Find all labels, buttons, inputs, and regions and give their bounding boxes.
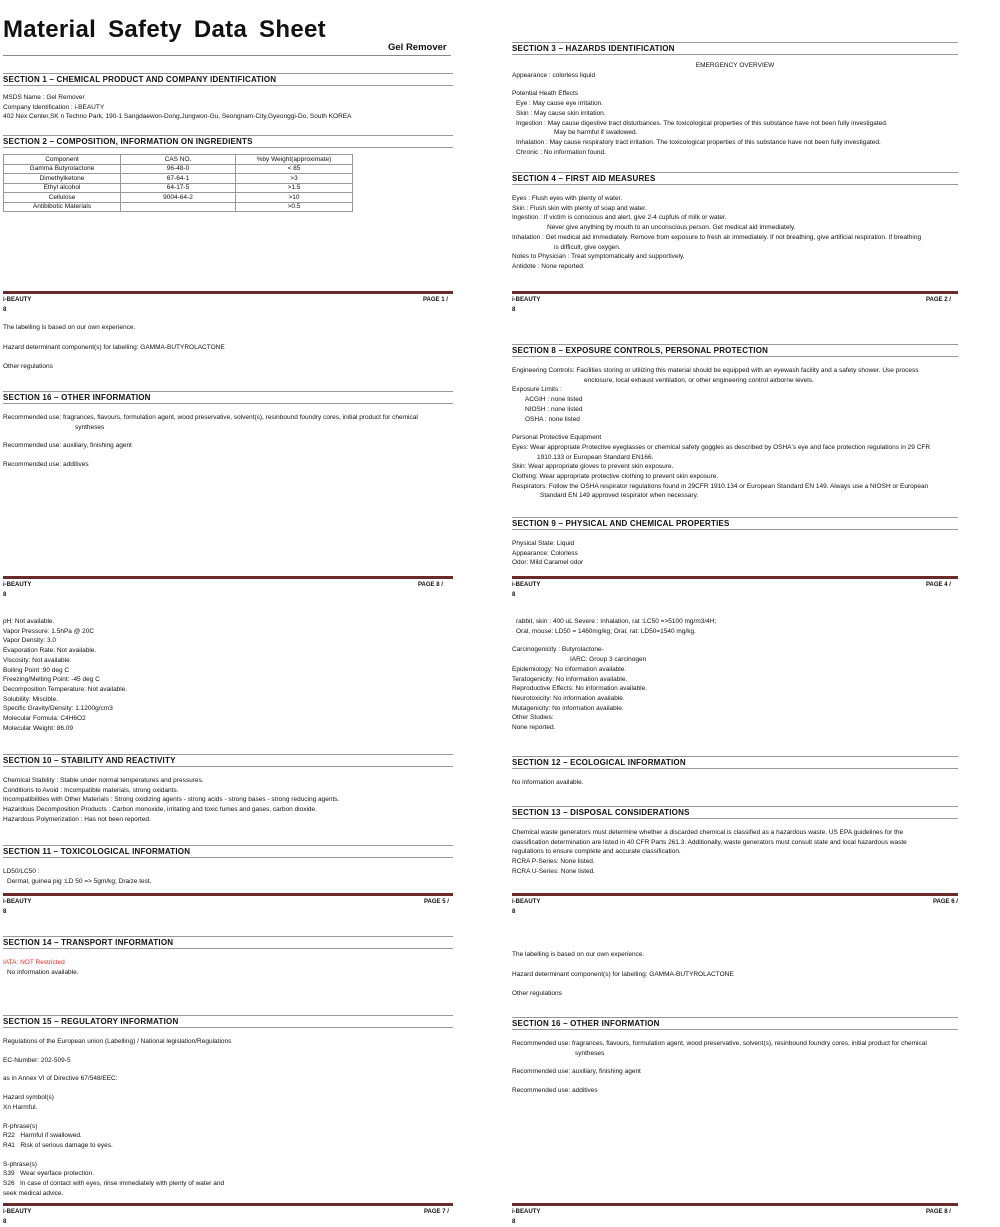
- exposure-limits: Exposure Limits :: [512, 386, 562, 394]
- ingestion: Ingestion : If victim is conscious and alert, give 2-4 cupfuls of milk or water.: [512, 214, 727, 222]
- recommended-use-3: Recommended use: additives: [3, 461, 89, 469]
- table-cell: >10: [236, 193, 353, 203]
- page-footer-2: [512, 291, 958, 315]
- r22: R22 Harmful if swallowed.: [3, 1132, 82, 1140]
- table-cell: Dimethylketone: [4, 174, 121, 184]
- s39: S39 Wear eye/face protection.: [3, 1170, 94, 1178]
- table-header: %by Weight(approximate): [236, 155, 353, 165]
- section-10-heading: SECTION 10 – STABILITY AND REACTIVITY: [3, 754, 453, 767]
- footer-brand: i-BEAUTY: [512, 1209, 541, 1215]
- footer-rule: [512, 893, 958, 896]
- ld50-label: LD50/LC50 :: [3, 868, 40, 875]
- engineering-controls-cont: enclosure, local exhaust ventilation, or other engineering control airborne levels.: [584, 376, 814, 384]
- section-16-body: [512, 1039, 958, 1096]
- section-10-body: [3, 776, 453, 825]
- section-16-left: [3, 391, 453, 470]
- property-line: Solubility: Miscible.: [3, 695, 58, 703]
- footer-rule: [512, 1203, 958, 1206]
- table-row: [4, 183, 353, 193]
- stability-line: Hazardous Decomposition Products : Carbon monoxide, irritating and toxic fumes and gases, carbon dioxide.: [3, 806, 317, 814]
- section-9-heading: SECTION 9 – PHYSICAL AND CHEMICAL PROPERTIES: [512, 517, 958, 530]
- recommended-use-1-cont: syntheses: [75, 423, 105, 431]
- footer-page: PAGE 2 /: [926, 297, 951, 303]
- footer-brand: i-BEAUTY: [3, 1209, 32, 1215]
- footer-total: 8: [3, 592, 7, 598]
- regulatory-notes-body: [3, 323, 453, 372]
- emergency-overview: EMERGENCY OVERVIEW: [695, 62, 775, 69]
- recommended-use-1: Recommended use: fragrances, flavours, formulation agent, wood preservative, solvent(s), resinbound foundry cores, initial product for chemical: [512, 1040, 927, 1047]
- section-16-right: [512, 1017, 958, 1096]
- footer-page: PAGE 6 /: [933, 899, 958, 905]
- hazard-symbols: Hazard symbol(s): [3, 1094, 54, 1102]
- tox-line: Other Studies:: [512, 714, 554, 722]
- property-line: Molecular Formula: C4H6O2: [3, 715, 86, 723]
- section-4-body: [512, 194, 958, 272]
- section-3-heading: SECTION 3 – HAZARDS IDENTIFICATION: [512, 42, 958, 55]
- table-cell: Cellulose: [4, 193, 121, 203]
- hazard-note: Hazard determinant component(s) for labelling: GAMMA-BUTYROLACTONE: [3, 343, 225, 351]
- ecological-info: No information available.: [512, 779, 584, 786]
- footer-rule: [3, 576, 453, 579]
- s-phrases: S-phrase(s): [3, 1160, 37, 1168]
- footer-total: 8: [3, 307, 7, 313]
- page-footer-1: [3, 291, 453, 315]
- stability-line: Incompatibilities with Other Materials : Strong oxidizing agents - strong acids - strong bases - strong reducing agents.: [3, 796, 340, 804]
- table-cell: 64-17-5: [121, 183, 236, 193]
- table-header-row: [4, 155, 353, 165]
- r41: R41 Risk of serious damage to eyes.: [3, 1141, 113, 1149]
- footer-brand: i-BEAUTY: [3, 899, 32, 905]
- table-row: [4, 202, 353, 212]
- footer-page: PAGE 5 /: [424, 899, 449, 905]
- composition-table: [3, 154, 353, 212]
- disposal-line: Chemical waste generators must determine whether a discarded chemical is classified as a hazardous waste. US EPA guidelines for the: [512, 829, 904, 836]
- disposal-line: regulations to ensure complete and accurate classification.: [512, 848, 681, 856]
- toxicology-body: [512, 617, 958, 733]
- footer-total: 8: [512, 307, 516, 313]
- footer-brand: i-BEAUTY: [512, 899, 541, 905]
- regulatory-notes-2-body: [512, 950, 958, 999]
- section-2-heading: SECTION 2 – COMPOSITION, INFORMATION ON INGREDIENTS: [3, 135, 453, 148]
- footer-page: PAGE 1 /: [423, 297, 448, 303]
- table-cell: 67-64-1: [121, 174, 236, 184]
- footer-total: 8: [512, 592, 516, 598]
- tox-line: Mutagenicity: No information available.: [512, 704, 624, 712]
- section-1: [3, 73, 453, 122]
- ppe: Personal Protective Equipment: [512, 434, 602, 442]
- table-row: [4, 174, 353, 184]
- property-line: Decomposition Temperature: Not available.: [3, 685, 128, 693]
- table-header: CAS NO.: [121, 155, 236, 165]
- section-8-body: [512, 366, 958, 501]
- footer-rule: [512, 576, 958, 579]
- niosh: NIOSH : none listed: [525, 405, 583, 413]
- table-cell: Gamma Butyrolactone: [4, 164, 121, 174]
- ppe-respirators-cont: Standard EN 149 approved respirator when necessary.: [540, 492, 699, 500]
- section-14-body: [3, 958, 453, 977]
- table-cell: 96-48-0: [121, 164, 236, 174]
- footer-page: PAGE 7 /: [424, 1209, 449, 1215]
- appearance: Appearance : colorless liquid: [512, 71, 596, 79]
- table-row: [4, 164, 353, 174]
- chronic: Chronic : No information found.: [516, 148, 606, 156]
- table-cell: [121, 202, 236, 212]
- section-11-body: [3, 867, 453, 886]
- section-11: [3, 845, 453, 886]
- footer-rule: [512, 291, 958, 294]
- section-2: [3, 135, 453, 212]
- table-cell: < 85: [236, 164, 353, 174]
- page-footer-5: [3, 893, 453, 917]
- section-8-heading: SECTION 8 – EXPOSURE CONTROLS, PERSONAL PROTECTION: [512, 344, 958, 357]
- disposal-line: classification determination are listed in 40 CFR Parts 261.3. Additionally, waste generators must consult state and local hazardous waste: [512, 838, 907, 846]
- dermal: Dermal, guinea pig :LD 50 => 5gm/kg; Draize test,: [7, 877, 152, 885]
- property-line: Viscosity: Not available.: [3, 656, 72, 664]
- property-line: Vapor Pressure: 1.5hPa @ 20C: [3, 627, 95, 635]
- oral: Oral, mouse: LD50 = 1460mg/kg; Oral, rat: LD50=1540 mg/kg.: [516, 627, 696, 635]
- carcinogenicity: Carcinogenicity : Butyrolactone-: [512, 646, 604, 654]
- section-8: [512, 344, 958, 501]
- property-line: pH: Not available.: [3, 618, 55, 625]
- annex: as in Annex VI of Directive 67/548/EEC:: [3, 1075, 118, 1083]
- stability-line: Conditions to Avoid : Incompatible materials, strong oxidants.: [3, 786, 179, 794]
- table-cell: >1.5: [236, 183, 353, 193]
- recommended-use-1: Recommended use: fragrances, flavours, formulation agent, wood preservative, solvent(s), resinbound foundry cores, initial product for chemical: [3, 414, 418, 421]
- table-cell: Antibibotic Materials: [4, 202, 121, 212]
- engineering-controls: Engineering Controls: Facilities storing or utilizing this material should be equipped with an eyewash facility and a safety shower. Use process: [512, 367, 919, 374]
- ppe-eyes: Eyes: Wear appropriate Protective eyeglasses or chemical safety goggles as described by OSHA's eye and face protection regulations in 29 CFR: [512, 443, 931, 451]
- ingestion: Ingestion : May cause digestive tract disturbances. The toxicological properties of this substance have not been fully investigated.: [516, 119, 888, 127]
- page-footer-7: [3, 1203, 453, 1227]
- section-12-heading: SECTION 12 – ECOLOGICAL INFORMATION: [512, 756, 958, 769]
- property-line: Molecular Weight: 86.09: [3, 724, 73, 732]
- table-header: Component: [4, 155, 121, 165]
- eu-regulations: Regulations of the European union (Labelling) / National legislation/Regulations: [3, 1038, 232, 1045]
- section-16-heading: SECTION 16 – OTHER INFORMATION: [512, 1017, 958, 1030]
- section-13-heading: SECTION 13 – DISPOSAL CONSIDERATIONS: [512, 806, 958, 819]
- acgih: ACGIH : none listed: [525, 396, 583, 404]
- recommended-use-2: Recommended use: auxiliary, finishing agent: [3, 442, 132, 450]
- footer-brand: i-BEAUTY: [3, 297, 32, 303]
- skin: Skin : Flush skin with plenty of soap and water.: [512, 204, 647, 212]
- hazard-note: Hazard determinant component(s) for labelling: GAMMA-BUTYROLACTONE: [512, 970, 734, 978]
- osha: OSHA : none listed: [525, 415, 580, 423]
- r-phrases: R-phrase(s): [3, 1122, 38, 1130]
- table-cell: >0.5: [236, 202, 353, 212]
- document-title: Material Safety Data Sheet: [3, 16, 326, 43]
- page-footer-6: [512, 893, 958, 917]
- section-10: [3, 754, 453, 825]
- s26: S26 In case of contact with eyes, rinse immediately with plenty of water and: [3, 1180, 225, 1188]
- section-1-body: [3, 93, 453, 122]
- ec-number: EC-Number: 202-509-5: [3, 1056, 71, 1064]
- xn-harmful: Xn Harmful.: [3, 1103, 38, 1111]
- tox-line: None reported.: [512, 724, 556, 732]
- tox-line: Neurotoxicity: No information available.: [512, 694, 625, 702]
- company-address: 402 Nex Center,SK n Techno Park, 190-1 Sangdaewon-Dong,Jungwon-Gu, Seongnam-City,Gyeonggi-Do, South KOREA: [3, 113, 352, 121]
- tox-line: Teratogenicity: No information available.: [512, 675, 628, 683]
- iarc: IARC: Group 3 carcinogen: [570, 656, 647, 664]
- stability-line: Hazardous Polymerization : Has not been reported.: [3, 815, 151, 823]
- section-4: [512, 172, 958, 272]
- table-cell: >3: [236, 174, 353, 184]
- ppe-clothing: Clothing: Wear appropriate protective clothing to prevent skin exposure.: [512, 473, 719, 481]
- section-16-heading: SECTION 16 – OTHER INFORMATION: [3, 391, 453, 404]
- inhalation: Inhalation : May cause respiratory tract irritation. The toxicological properties of this substance have not been fully investigated.: [516, 138, 881, 146]
- section-15: [3, 1015, 453, 1198]
- recommended-use-2: Recommended use: auxiliary, finishing agent: [512, 1068, 641, 1076]
- section-11-heading: SECTION 11 – TOXICOLOGICAL INFORMATION: [3, 845, 453, 858]
- recommended-use-1-cont: syntheses: [575, 1049, 605, 1057]
- section-12: [512, 756, 958, 788]
- table-cell: 9004-64-2: [121, 193, 236, 203]
- footer-brand: i-BEAUTY: [512, 297, 541, 303]
- table-row: [4, 193, 353, 203]
- section-3-body: [512, 61, 958, 157]
- labelling-note: The labelling is based on our own experience.: [3, 324, 136, 331]
- regulatory-notes-2: [512, 950, 958, 999]
- transport-info: No information available.: [7, 968, 79, 976]
- section-14-heading: SECTION 14 – TRANSPORT INFORMATION: [3, 936, 453, 949]
- inhalation: Inhalation : Get medical aid immediately. Remove from exposure to fresh air immediately. If not breathing, give artificial respiration. If breathing: [512, 233, 922, 241]
- footer-total: 8: [512, 1219, 516, 1225]
- footer-total: 8: [512, 909, 516, 915]
- footer-brand: i-BEAUTY: [512, 582, 541, 588]
- footer-rule: [3, 291, 453, 294]
- effects-title: Potential Heath Effects: [512, 90, 579, 98]
- footer-rule: [3, 893, 453, 896]
- section-9-body: [512, 539, 958, 568]
- s26-cont: seek medical advice.: [3, 1189, 64, 1197]
- notes: Notes to Physician : Treat symptomatically and supportively.: [512, 253, 685, 261]
- footer-rule: [3, 1203, 453, 1206]
- section-4-heading: SECTION 4 – FIRST AID MEASURES: [512, 172, 958, 185]
- labelling-note: The labelling is based on our own experience.: [512, 951, 645, 958]
- property-line: Boiling Point :90 deg C: [3, 666, 70, 674]
- property-line: Specific Gravity/Density: 1.1200g/cm3: [3, 705, 113, 713]
- ingestion-cont: May be harmful if swallowed.: [554, 129, 638, 137]
- eye: Eye : May cause eye irritation.: [516, 100, 604, 108]
- product-name: Gel Remover: [388, 42, 447, 53]
- odor: Odor: Mild Caramel odor: [512, 559, 584, 567]
- disposal-line: RCRA U-Series: None listed.: [512, 867, 596, 875]
- footer-brand: i-BEAUTY: [3, 582, 32, 588]
- tox-line: Reproductive Effects: No information available.: [512, 685, 648, 693]
- antidote: Antidote : None reported.: [512, 262, 585, 270]
- title-rule: [3, 55, 451, 56]
- footer-page: PAGE 8 /: [926, 1209, 951, 1215]
- ingestion-cont: Never give anything by mouth to an unconscious person. Get medical aid immediately.: [547, 224, 796, 232]
- footer-total: 8: [3, 909, 7, 915]
- toxicology-continued: [512, 617, 958, 733]
- section-9: [512, 517, 958, 568]
- footer-page: PAGE 4 /: [926, 582, 951, 588]
- property-line: Freezing/Melting Point: -45 deg C: [3, 676, 100, 684]
- company-id: Company Identification : i-BEAUTY: [3, 103, 105, 111]
- appearance: Appearance: Colorless: [512, 549, 578, 557]
- section-1-heading: SECTION 1 – CHEMICAL PRODUCT AND COMPANY IDENTIFICATION: [3, 73, 453, 86]
- recommended-use-3: Recommended use: additives: [512, 1087, 598, 1095]
- rabbit-skin: rabbit, skin : 400 uL Severe : Inhalation, rat :LC50 =>5100 mg/m3/4H;: [516, 618, 717, 625]
- physical-state: Physical State: Liquid: [512, 540, 575, 547]
- property-line: Evaporation Rate: Not available.: [3, 647, 97, 655]
- ppe-respirators: Respirators: Follow the OSHA respirator regulations found in 29CFR 1910.134 or European Standard EN 149. Always use a NIOSH or European: [512, 482, 929, 490]
- ppe-eyes-cont: 1910.133 or European Standard EN166.: [537, 453, 654, 461]
- eyes: Eyes : Flush eyes with plenty of water.: [512, 195, 623, 202]
- ppe-skin: Skin: Wear appropriate gloves to prevent skin exposure.: [512, 463, 674, 471]
- section-13-body: [512, 828, 958, 877]
- property-line: Vapor Density: 3.0: [3, 637, 56, 645]
- stability-line: Chemical Stability : Stable under normal temperatures and pressures.: [3, 777, 204, 784]
- section-3: [512, 42, 958, 157]
- regulatory-notes: [3, 323, 453, 372]
- footer-total: 8: [3, 1219, 7, 1225]
- tox-line: Epidemiology: No information available.: [512, 665, 627, 673]
- page-footer-3: [3, 576, 453, 600]
- disposal-line: RCRA P-Series: None listed.: [512, 858, 595, 866]
- section-12-body: [512, 778, 958, 788]
- section-13: [512, 806, 958, 877]
- physical-properties: [3, 617, 453, 733]
- section-15-body: [3, 1037, 453, 1198]
- section-14: [3, 936, 453, 977]
- other-regulations: Other regulations: [3, 363, 53, 371]
- physical-properties-body: [3, 617, 453, 733]
- page-footer-4: [512, 576, 958, 600]
- msds-name: MSDS Name : Gel Remover: [3, 94, 85, 101]
- section-16-body: [3, 413, 453, 470]
- footer-page: PAGE 8 /: [418, 582, 443, 588]
- other-regulations: Other regulations: [512, 990, 562, 998]
- inhalation-cont: is difficult, give oxygen.: [554, 243, 621, 251]
- table-cell: Ethyl alcohol: [4, 183, 121, 193]
- skin: Skin : May cause skin irritation.: [516, 109, 606, 117]
- page-footer-8: [512, 1203, 958, 1227]
- iata-status: IATA: NOT Restricted: [3, 959, 65, 966]
- section-15-heading: SECTION 15 – REGULATORY INFORMATION: [3, 1015, 453, 1028]
